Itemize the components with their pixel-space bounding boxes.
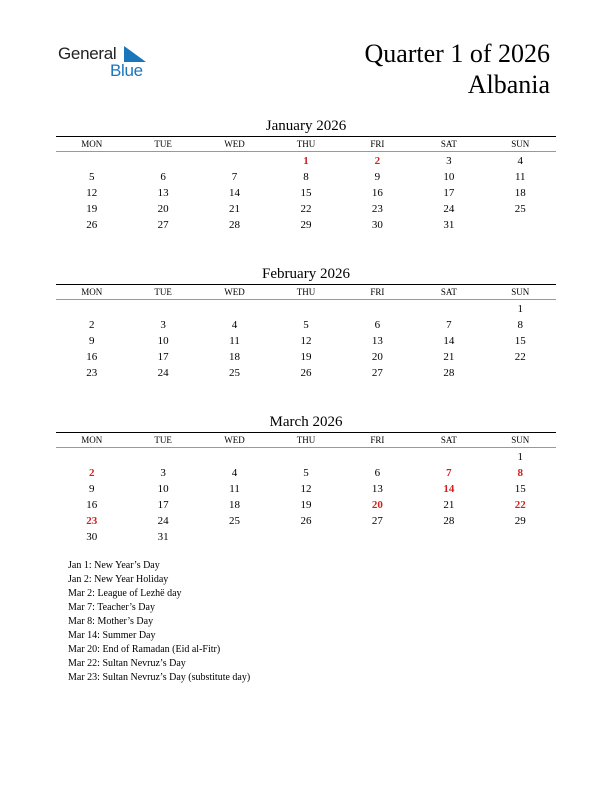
day-cell: 24 (157, 515, 169, 527)
month-title: February 2026 (262, 266, 350, 282)
title-country: Albania (467, 70, 550, 99)
day-cell (56, 449, 127, 465)
day-cell (485, 529, 556, 545)
day-cell: 5 (303, 467, 309, 479)
day-cell: 8 (303, 171, 309, 183)
day-cell: 20 (371, 351, 383, 363)
day-cell: 17 (443, 187, 455, 199)
day-cell: 13 (371, 483, 383, 495)
day-cell: 30 (86, 531, 98, 543)
day-cell: 31 (443, 219, 455, 231)
day-cell: 6 (374, 319, 381, 331)
day-cell (342, 449, 413, 465)
day-grid (56, 153, 556, 233)
day-cell: 22 (300, 203, 312, 215)
day-cell: 19 (86, 203, 98, 215)
logo-triangle-icon (124, 46, 146, 62)
day-cell: 15 (514, 335, 526, 347)
month-calendar (56, 413, 556, 545)
day-cell (127, 153, 198, 169)
day-cell: 13 (157, 187, 169, 199)
day-cell: 25 (229, 367, 241, 379)
day-cell: 21 (229, 203, 241, 215)
day-cell: 26 (300, 515, 312, 527)
weekday-header-row (56, 433, 556, 448)
day-cell: 26 (86, 219, 98, 231)
day-cell: 19 (300, 351, 312, 363)
day-cell: 15 (300, 187, 312, 199)
day-cell (270, 301, 341, 317)
holiday-note: Mar 22: Sultan Nevruz’s Day (68, 658, 186, 669)
holiday-notes (68, 559, 250, 685)
weekday-label: SUN (511, 435, 530, 445)
day-cell (199, 153, 270, 169)
holiday-note: Mar 14: Summer Day (68, 630, 156, 641)
weekday-label: MON (81, 287, 103, 297)
day-cell: 6 (374, 467, 381, 479)
day-cell: 31 (157, 531, 169, 543)
weekday-label: FRI (370, 287, 385, 297)
day-cell: 8 (517, 319, 523, 331)
day-cell: 14 (443, 335, 455, 347)
day-cell: 2 (88, 319, 95, 331)
title-quarter: Quarter 1 of 2026 (364, 39, 550, 68)
weekday-label: WED (224, 287, 245, 297)
page-title (364, 38, 550, 100)
weekday-label: THU (296, 287, 316, 297)
day-cell: 24 (157, 367, 169, 379)
weekday-label: THU (296, 139, 316, 149)
holiday-day-cell: 23 (86, 515, 98, 527)
day-cell: 29 (514, 515, 526, 527)
holiday-day-cell: 8 (517, 467, 523, 479)
day-cell: 1 (517, 303, 523, 315)
month-title: March 2026 (269, 414, 343, 430)
day-cell: 7 (446, 319, 452, 331)
holiday-day-cell: 2 (374, 155, 381, 167)
day-cell: 27 (157, 219, 169, 231)
day-cell (199, 449, 270, 465)
day-cell: 18 (229, 351, 241, 363)
day-cell: 17 (157, 499, 169, 511)
day-cell: 6 (160, 171, 166, 183)
weekday-header-row (56, 285, 556, 300)
weekday-label: FRI (370, 139, 385, 149)
day-cell: 24 (443, 203, 455, 215)
day-cell: 28 (443, 515, 455, 527)
day-cell: 28 (443, 367, 455, 379)
day-cell: 18 (514, 187, 526, 199)
holiday-day-cell: 14 (443, 483, 455, 495)
day-cell: 19 (300, 499, 312, 511)
day-cell (413, 449, 484, 465)
day-cell (56, 153, 127, 169)
day-cell: 16 (86, 351, 98, 363)
day-cell: 5 (303, 319, 309, 331)
day-cell: 23 (371, 203, 383, 215)
day-cell: 25 (229, 515, 241, 527)
holiday-note: Mar 23: Sultan Nevruz’s Day (substitute day) (68, 672, 251, 683)
day-cell: 16 (371, 187, 383, 199)
day-cell: 11 (229, 335, 240, 347)
weekday-label: TUE (154, 435, 172, 445)
day-cell: 4 (231, 467, 238, 479)
logo-text-general: General (58, 44, 117, 63)
day-cell: 21 (443, 351, 455, 363)
weekday-label: SAT (440, 139, 457, 149)
holiday-day-cell: 1 (303, 155, 309, 167)
weekday-label: THU (296, 435, 316, 445)
day-cell: 17 (157, 351, 169, 363)
month-calendar (56, 265, 556, 381)
day-cell: 16 (86, 499, 98, 511)
day-cell: 7 (231, 171, 238, 183)
day-cell (127, 301, 198, 317)
day-cell: 12 (300, 335, 312, 347)
day-cell: 26 (300, 367, 312, 379)
holiday-day-cell: 22 (514, 499, 526, 511)
day-cell: 25 (514, 203, 526, 215)
day-cell (342, 529, 413, 545)
day-cell (199, 529, 270, 545)
day-cell (485, 365, 556, 381)
day-cell: 3 (160, 319, 166, 331)
day-cell: 27 (371, 367, 383, 379)
day-cell: 5 (88, 171, 95, 183)
weekday-label: MON (81, 139, 103, 149)
weekday-label: SUN (511, 287, 530, 297)
day-cell: 9 (374, 171, 381, 183)
day-cell: 20 (157, 203, 169, 215)
day-cell: 15 (514, 483, 526, 495)
day-cell: 12 (86, 187, 98, 199)
month-title: January 2026 (265, 118, 347, 134)
holiday-day-cell: 2 (88, 467, 95, 479)
weekday-label: SAT (440, 287, 457, 297)
month-calendar (56, 117, 556, 233)
weekday-label: SUN (511, 139, 530, 149)
day-cell: 9 (88, 483, 95, 495)
day-grid (56, 449, 556, 545)
weekday-label: SAT (440, 435, 457, 445)
day-cell (485, 217, 556, 233)
weekday-label: TUE (154, 287, 172, 297)
holiday-day-cell: 20 (371, 499, 383, 511)
day-cell: 12 (300, 483, 312, 495)
day-cell: 21 (443, 499, 455, 511)
weekday-label: TUE (154, 139, 172, 149)
day-cell: 10 (157, 335, 169, 347)
day-cell: 10 (157, 483, 169, 495)
holiday-note: Jan 2: New Year Holiday (68, 574, 169, 585)
day-cell: 10 (443, 171, 455, 183)
weekday-label: MON (81, 435, 103, 445)
day-cell: 18 (229, 499, 241, 511)
weekday-label: FRI (370, 435, 385, 445)
holiday-note: Mar 8: Mother’s Day (68, 616, 154, 627)
day-cell (270, 529, 341, 545)
day-cell: 23 (86, 367, 98, 379)
holiday-note: Jan 1: New Year’s Day (68, 560, 160, 571)
day-cell: 1 (517, 451, 523, 463)
day-cell: 9 (88, 335, 95, 347)
holiday-note: Mar 7: Teacher’s Day (68, 602, 155, 613)
day-cell: 3 (446, 155, 452, 167)
holiday-note: Mar 20: End of Ramadan (Eid al-Fitr) (68, 644, 221, 655)
day-cell: 14 (229, 187, 241, 199)
day-cell: 4 (517, 155, 523, 167)
day-grid (56, 301, 556, 381)
day-cell: 11 (229, 483, 240, 495)
day-cell: 27 (371, 515, 383, 527)
day-cell (413, 529, 484, 545)
weekday-label: WED (224, 435, 245, 445)
day-cell: 22 (514, 351, 526, 363)
day-cell: 13 (371, 335, 383, 347)
logo-text-blue: Blue (110, 61, 143, 80)
day-cell: 4 (231, 319, 238, 331)
day-cell: 29 (300, 219, 312, 231)
day-cell (56, 301, 127, 317)
weekday-label: WED (224, 139, 245, 149)
day-cell: 11 (514, 171, 526, 183)
day-cell: 3 (160, 467, 166, 479)
holiday-note: Mar 2: League of Lezhë day (68, 588, 182, 599)
day-cell (413, 301, 484, 317)
day-cell (199, 301, 270, 317)
day-cell: 28 (229, 219, 241, 231)
day-cell (342, 301, 413, 317)
weekday-header-row (56, 137, 556, 152)
holiday-day-cell: 7 (446, 467, 452, 479)
brand-logo (58, 44, 158, 82)
day-cell (270, 449, 341, 465)
day-cell (127, 449, 198, 465)
day-cell: 30 (371, 219, 383, 231)
